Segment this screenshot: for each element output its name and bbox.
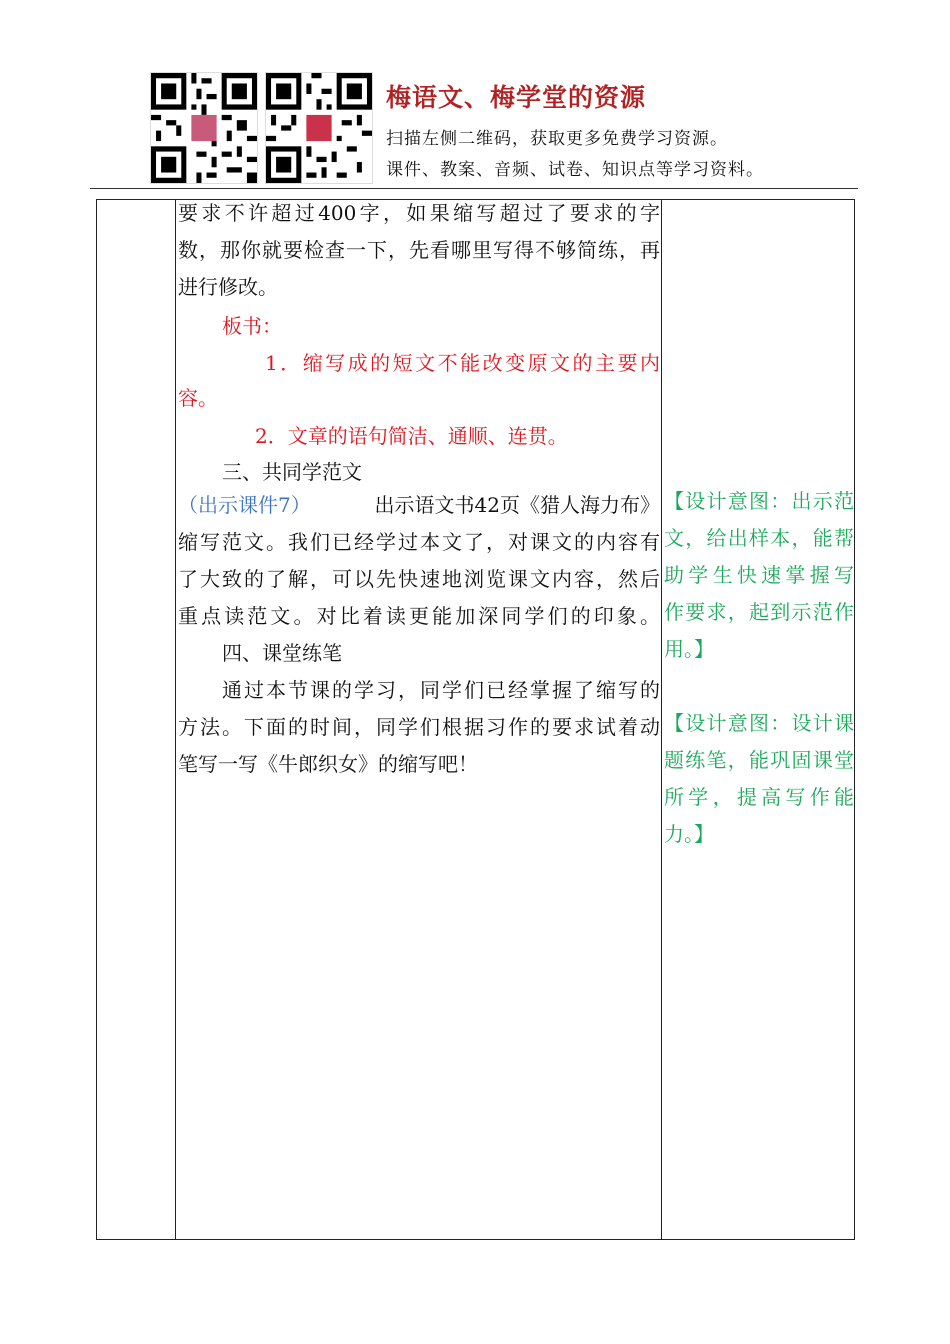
board-item-1: 1．缩写成的短文不能改变原文的主要内 [265,351,660,375]
board-item-1-cont: 容。 [178,386,218,410]
table-border-right [854,199,855,1240]
section-3-line: 缩写范文。我们已经学过本文了，对课文的内容有 [178,530,660,554]
table-column-divider-2 [661,199,662,1240]
board-item-2: 2．文章的语句简洁、通顺、连贯。 [255,424,568,448]
brand-tagline-1: 扫描左侧二维码，获取更多免费学习资源。 [386,129,728,149]
header-divider [90,188,858,189]
section-3-line: 出示语文书42页《猎人海力布》 [374,493,660,517]
qr-code-icon [266,73,372,183]
design-note-2-line: 【设计意图：设计课 [664,711,854,735]
section-4-line: 方法。下面的时间，同学们根据习作的要求试着动 [178,715,660,739]
brand-tagline-2: 课件、教案、音频、试卷、知识点等学习资料。 [386,160,764,180]
design-note-1-line: 作要求，起到示范作 [664,600,854,624]
paragraph-line: 进行修改。 [178,275,278,299]
design-note-1-line: 用。】 [664,637,714,661]
section-3-line: 重点读范文。对比着读更能加深同学们的印象。 [178,604,660,628]
brand-title: 梅语文、梅学堂的资源 [386,83,647,112]
board-label: 板书： [222,314,282,338]
table-border-left [96,199,97,1240]
design-note-2-line: 所学，提高写作能 [664,785,854,809]
section-4-line: 笔写一写《牛郎织女》的缩写吧！ [178,752,478,776]
design-note-1-line: 助学生快速掌握写 [664,563,854,587]
qr-code-right [265,72,373,184]
design-note-2-line: 题练笔，能巩固课堂 [664,748,854,772]
design-note-2-line: 力。】 [664,822,714,846]
table-column-divider-1 [175,199,176,1240]
qr-code-icon [151,73,257,183]
section-3-title: 三、共同学范文 [222,460,362,484]
paragraph-line: 要求不许超过400字，如果缩写超过了要求的字 [178,201,660,225]
section-4-line: 通过本节课的学习，同学们已经掌握了缩写的 [222,678,660,702]
section-3-first-line [178,492,660,518]
courseware-ref: （出示课件7） [178,493,311,517]
table-bottom-border [96,1239,854,1240]
section-3-line: 了大致的了解，可以先快速地浏览课文内容，然后 [178,567,660,591]
design-note-1-line: 文，给出样本，能帮 [664,526,854,550]
paragraph-line: 数，那你就要检查一下，先看哪里写得不够简练，再 [178,238,660,262]
design-note-1-line: 【设计意图：出示范 [664,489,854,513]
section-4-title: 四、课堂练笔 [222,641,342,665]
qr-code-left [150,72,258,184]
